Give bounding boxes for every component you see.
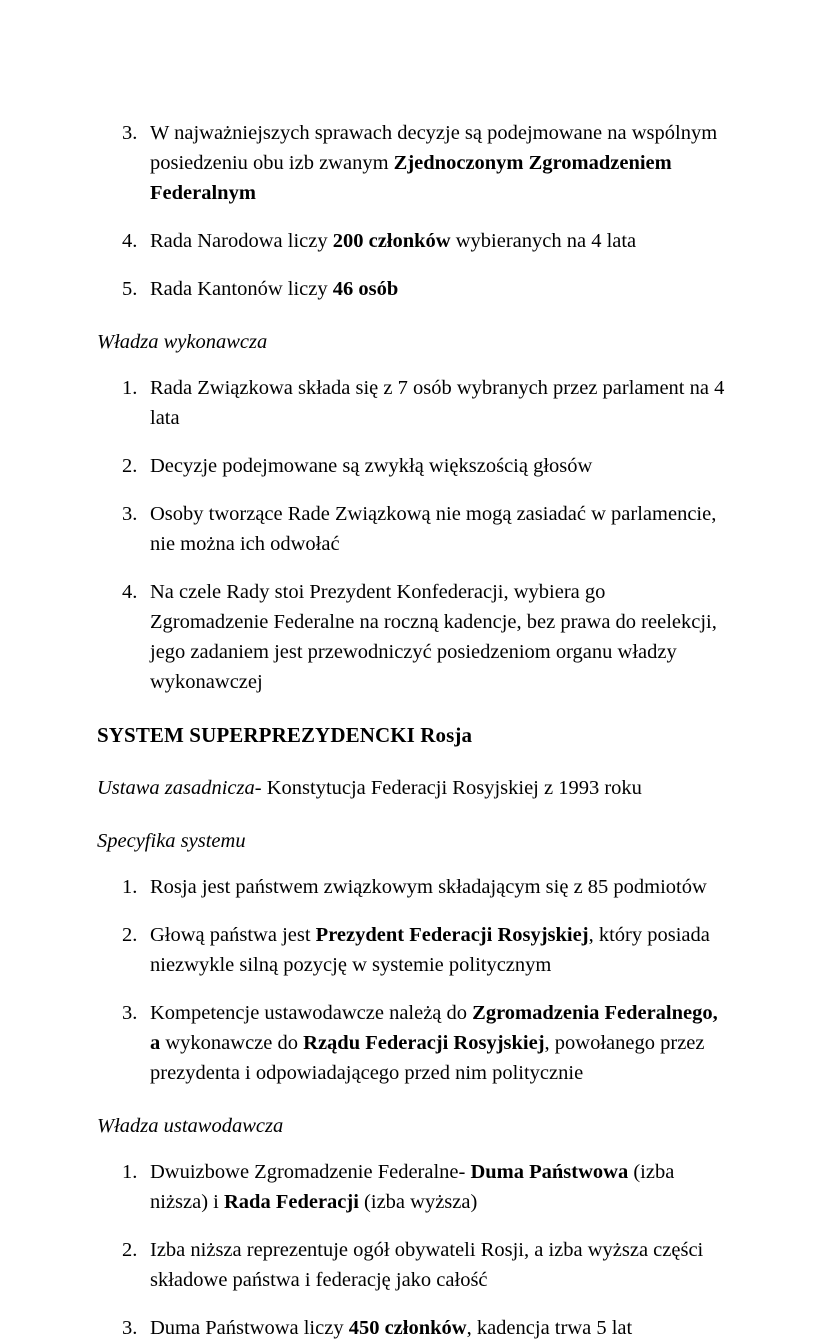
list-item-text	[150, 872, 728, 902]
text-run: Rada Związkowa składa się z 7 osób wybranych przez parlament na 4 lata	[150, 377, 725, 429]
text-run: (izba wyższa)	[358, 1191, 478, 1213]
list-item-marker: 3.	[122, 122, 138, 144]
list-item-marker: 4.	[122, 230, 138, 252]
emphasis-bold: Zjednoczonym Zgromadzeniem Federalnym	[150, 152, 672, 204]
list-item-marker: 1.	[122, 377, 138, 399]
emphasis-bold: Duma Państwowa	[470, 1161, 629, 1183]
heading-system-superprezydencki	[97, 721, 728, 750]
emphasis-bold: 46 osób	[332, 278, 399, 300]
list-item	[97, 577, 728, 697]
text-run: Rada Kantonów liczy	[150, 278, 333, 300]
list-item-marker: 3.	[122, 1317, 138, 1339]
list-item-text	[150, 1157, 728, 1217]
text-run: - Konstytucja Federacji Rosyjskiej z 1993 roku	[254, 777, 642, 799]
emphasis-bold: 450 członków	[348, 1317, 467, 1339]
list-item-text	[150, 499, 728, 559]
text-run: Rosja jest państwem związkowym składającym się z 85 podmiotów	[150, 876, 707, 898]
text-run: , kadencja trwa 5 lat	[466, 1317, 633, 1339]
text-run: , który posiada niezwykle silną pozycję w systemie politycznym	[150, 924, 710, 976]
text-run: W najważniejszych sprawach decyzje są podejmowane na wspólnym posiedzeniu obu izb zwanym	[150, 122, 718, 174]
list-item	[97, 920, 728, 980]
subheading-wladza-wykonawcza: Władza wykonawcza	[97, 331, 268, 353]
text-run: Dwuizbowe Zgromadzenie Federalne-	[150, 1161, 471, 1183]
list-item-text	[150, 226, 728, 256]
list-item-marker: 2.	[122, 1239, 138, 1261]
list-item-marker: 2.	[122, 455, 138, 477]
emphasis-bold: Rządu Federacji Rosyjskiej	[303, 1032, 545, 1054]
list-wladza-ustawodawcza-rosja	[97, 1157, 728, 1343]
list-item	[97, 118, 728, 208]
list-item-text	[150, 451, 728, 481]
subheading-specyfika-systemu: Specyfika systemu	[97, 830, 246, 852]
text-run: Kompetencje ustawodawcze należą do	[150, 1002, 473, 1024]
text-run: Osoby tworzące Rade Związkową nie mogą zasiadać w parlamencie, nie można ich odwołać	[150, 503, 717, 555]
list-item-marker: 1.	[122, 876, 138, 898]
list-item	[97, 451, 728, 481]
list-item-marker: 5.	[122, 278, 138, 300]
list-item	[97, 1235, 728, 1295]
text-run: wykonawcze do	[160, 1032, 304, 1054]
list-item	[97, 998, 728, 1088]
list-item-text	[150, 118, 728, 208]
text-run: Głową państwa jest	[150, 924, 316, 946]
emphasis-bold: Rada Federacji	[224, 1191, 359, 1213]
text-run: , powołanego przez prezydenta i odpowiadającego przed nim politycznie	[150, 1032, 705, 1084]
list-item-text	[150, 998, 728, 1088]
list-item-marker: 2.	[122, 924, 138, 946]
list-item	[97, 373, 728, 433]
list-item	[97, 872, 728, 902]
heading-caps-part: SYSTEM SUPERPREZYDENCKI	[97, 723, 415, 747]
subheading-wladza-ustawodawcza: Władza ustawodawcza	[97, 1115, 284, 1137]
text-run: (izba niższa) i	[150, 1161, 675, 1213]
list-wladza-wykonawcza	[97, 373, 728, 697]
text-run: Izba niższa reprezentuje ogół obywateli Rosji, a izba wyższa części składowe państwa i federację jako całość	[150, 1239, 704, 1291]
list-item-text	[150, 1235, 728, 1295]
line-ustawa-zasadnicza	[97, 774, 728, 803]
list-item-text	[150, 1313, 728, 1343]
list-item-text	[150, 274, 728, 304]
emphasis-bold: 200 członków	[332, 230, 451, 252]
list-item-marker: 4.	[122, 581, 138, 603]
list-item-text	[150, 577, 728, 697]
text-run: Decyzje podejmowane są zwykłą większością głosów	[150, 455, 593, 477]
text-run: Rada Narodowa liczy	[150, 230, 333, 252]
list-wladza-ustawodawcza-szwajcaria	[97, 118, 728, 304]
list-specyfika-systemu	[97, 872, 728, 1088]
list-item	[97, 274, 728, 304]
heading-name-part: Rosja	[414, 723, 473, 747]
list-item	[97, 226, 728, 256]
emphasis-italic: Ustawa zasadnicza	[97, 777, 255, 799]
text-run: wybieranych na 4 lata	[450, 230, 637, 252]
list-item	[97, 499, 728, 559]
list-item	[97, 1313, 728, 1343]
list-item-text	[150, 920, 728, 980]
list-item-marker: 3.	[122, 1002, 138, 1024]
document-body	[97, 118, 728, 1343]
emphasis-bold: Zgromadzenia Federalnego, a	[150, 1002, 718, 1054]
text-run: Duma Państwowa liczy	[150, 1317, 349, 1339]
text-run: Na czele Rady stoi Prezydent Konfederacji, wybiera go Zgromadzenie Federalne na roczną kadencje, bez prawa do reelekcji, jego zadaniem jest przewodniczyć posiedzeniom organu władzy wykonawczej	[150, 581, 717, 693]
list-item-marker: 3.	[122, 503, 138, 525]
emphasis-bold: Prezydent Federacji Rosyjskiej	[315, 924, 589, 946]
list-item	[97, 1157, 728, 1217]
list-item-text	[150, 373, 728, 433]
list-item-marker: 1.	[122, 1161, 138, 1183]
